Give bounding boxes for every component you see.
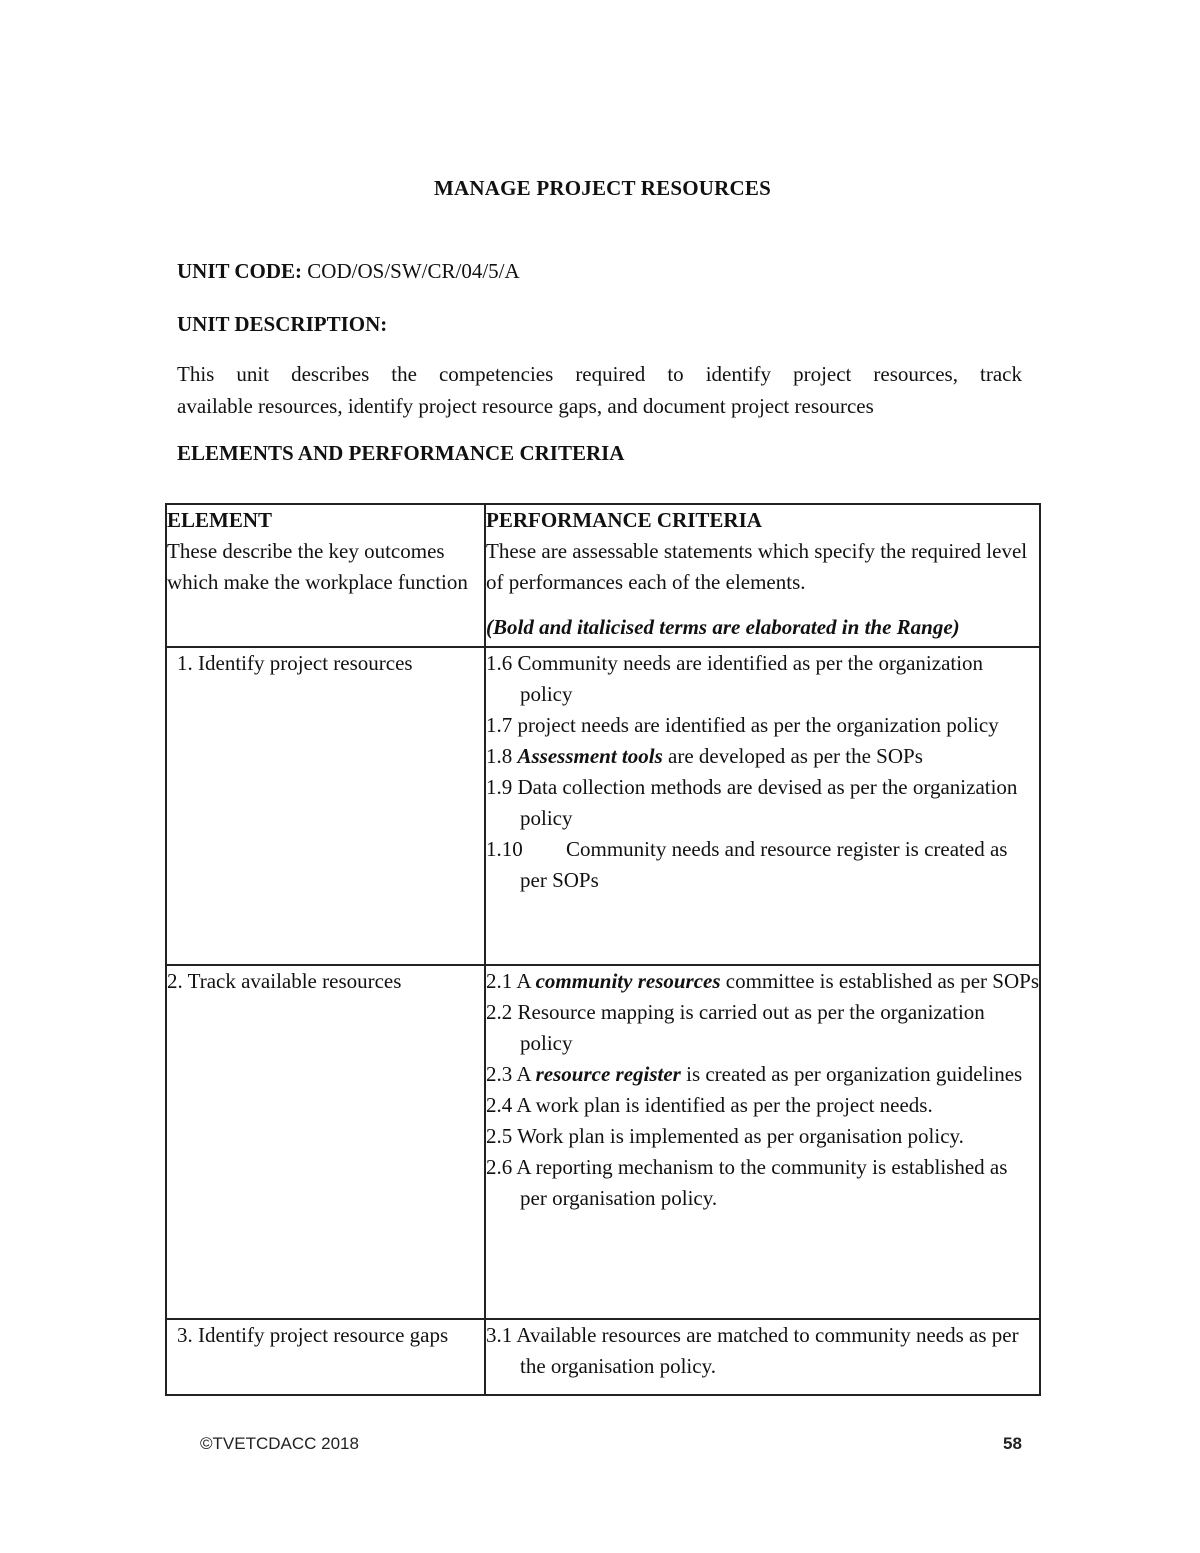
- element-label: 1. Identify project resources: [177, 651, 413, 675]
- criterion-item: 1.6 Community needs are identified as per the organization policy: [486, 651, 984, 706]
- unit-code: [177, 259, 520, 284]
- criterion-item: 1.7 project needs are identified as per the organization policy: [486, 713, 999, 737]
- element-cell: [166, 1319, 485, 1395]
- criteria-column-description: These are assessable statements which specify the required level of performances each of the elements.: [486, 539, 1028, 594]
- element-label: 2. Track available resources: [167, 969, 402, 993]
- criteria-header-cell: [485, 504, 1040, 647]
- element-column-description: These describe the key outcomes which make the workplace function: [167, 539, 468, 594]
- range-term: Assessment tools: [517, 744, 663, 768]
- criteria-column-title: PERFORMANCE CRITERIA: [486, 508, 762, 532]
- criterion-number: 1.10: [486, 837, 523, 861]
- element-cell: [166, 647, 485, 965]
- element-header-cell: [166, 504, 485, 647]
- criterion-text: committee is established as per SOPs: [720, 969, 1039, 993]
- unit-code-value: COD/OS/SW/CR/04/5/A: [307, 259, 520, 283]
- criterion-item: [486, 1059, 1039, 1090]
- criterion-item: [486, 741, 1039, 772]
- range-term: community resources: [535, 969, 721, 993]
- criterion-item: 2.4 A work plan is identified as per the project needs.: [486, 1093, 933, 1117]
- criterion-item: 2.6 A reporting mechanism to the community is established as per organisation policy.: [486, 1155, 1008, 1210]
- unit-description: [177, 358, 1022, 422]
- unit-description-heading: UNIT DESCRIPTION:: [177, 312, 388, 336]
- criterion-item: 1.9 Data collection methods are devised as per the organization policy: [486, 775, 1018, 830]
- criterion-text: 2.1 A: [486, 969, 536, 993]
- table-row: [166, 965, 1040, 1319]
- criteria-cell: [485, 647, 1040, 965]
- table-header-row: [166, 504, 1040, 647]
- table-row: [166, 647, 1040, 965]
- elements-heading: ELEMENTS AND PERFORMANCE CRITERIA: [177, 441, 625, 465]
- criterion-item: [486, 966, 1039, 997]
- criterion-item: [486, 834, 1039, 896]
- criterion-text: Community needs and resource register is created as per SOPs: [520, 837, 1008, 892]
- range-term: resource register: [535, 1062, 681, 1086]
- unit-description-line: available resources, identify project resource gaps, and document project resources: [177, 394, 874, 418]
- criterion-text: is created as per organization guidelines: [680, 1062, 1023, 1086]
- element-label: 3. Identify project resource gaps: [177, 1323, 449, 1347]
- element-cell: [166, 965, 485, 1319]
- elements-criteria-table: [165, 503, 1041, 1396]
- criterion-item: 2.2 Resource mapping is carried out as per the organization policy: [486, 1000, 985, 1055]
- criterion-text: are developed as per the SOPs: [662, 744, 923, 768]
- criterion-item: 2.5 Work plan is implemented as per organisation policy.: [486, 1124, 964, 1148]
- criteria-note: (Bold and italicised terms are elaborated in the Range): [486, 615, 960, 639]
- criterion-number: 1.8: [486, 744, 518, 768]
- criteria-cell: [485, 1319, 1040, 1395]
- criterion-text: 2.3 A: [486, 1062, 536, 1086]
- footer-copyright: ©TVETCDACC 2018: [200, 1434, 359, 1453]
- page-number: 58: [1003, 1434, 1022, 1453]
- criteria-cell: [485, 965, 1040, 1319]
- page-title: MANAGE PROJECT RESOURCES: [434, 176, 771, 200]
- unit-description-line: This unit describes the competencies required to identify project resources, track: [177, 362, 1022, 386]
- element-column-title: ELEMENT: [167, 508, 273, 532]
- criterion-item: 3.1 Available resources are matched to community needs as per the organisation policy.: [486, 1323, 1019, 1378]
- table-row: [166, 1319, 1040, 1395]
- unit-code-label: UNIT CODE:: [177, 259, 303, 283]
